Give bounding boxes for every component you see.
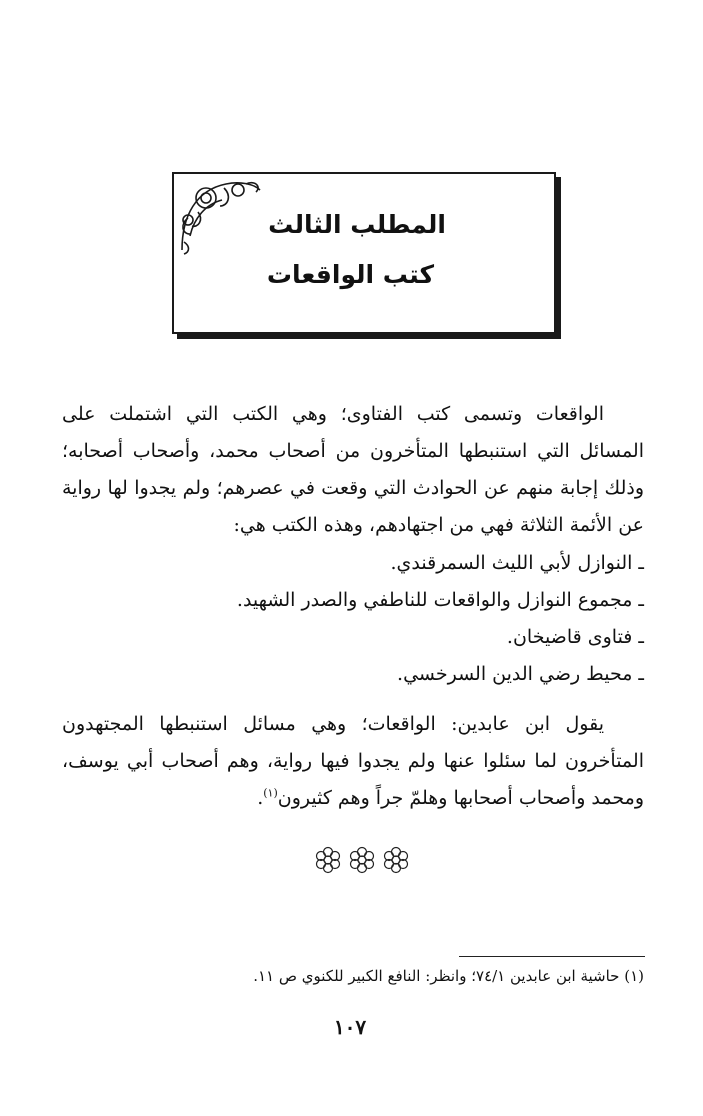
section-title: المطلب الثالث: [268, 210, 446, 239]
intro-paragraph: الواقعات وتسمى كتب الفتاوى؛ وهي الكتب التي اشتملت على المسائل التي استنبطها المتأخرون من أصحاب محمد، وأصحاب أصحابه؛ وذلك إجابة منهم عن الحوادث التي وقعت في عصرهم؛ ولم يجدوا لها رواية عن الأئمة الثلاثة فهي من اجتهادهم، وهذه الكتب هي:: [62, 403, 644, 536]
page-number: ١٠٧: [333, 1015, 367, 1039]
footnote-divider: [459, 956, 645, 957]
list-item: ـ النوازل لأبي الليث السمرقندي.: [390, 552, 644, 574]
quote-paragraph: يقول ابن عابدين: الواقعات؛ وهي مسائل استنبطها المجتهدون المتأخرون لما سئلوا عنها ولم يجدوا فيها رواية، وهم أصحاب أبي يوسف، ومحمد وأصحاب أصحابها وهلمّ جراً وهم كثيرون$^{(١)}$.: [62, 713, 644, 809]
list-item: ـ فتاوى قاضيخان.: [506, 626, 644, 648]
list-item: ـ محيط رضي الدين السرخسي.: [397, 663, 644, 685]
section-divider-flowers-icon: [312, 845, 412, 875]
list-item: ـ مجموع النوازل والواقعات للناطفي والصدر الشهيد.: [236, 589, 644, 611]
quote-text: يقول ابن عابدين: الواقعات؛ وهي مسائل استنبطها المجتهدون المتأخرون لما سئلوا عنها ولم يجدوا فيها رواية، وهم أصحاب أبي يوسف، ومحمد وأصحاب أصحابها وهلمّ جراً وهم كثيرون: [62, 713, 644, 809]
floral-ornament-icon: [176, 176, 264, 256]
chapter-heading-box: [172, 172, 556, 334]
footnote: (١) حاشية ابن عابدين ٧٤/١؛ وانظر: النافع الكبير للكنوي ص ١١.: [253, 967, 644, 985]
books-list: [62, 545, 644, 693]
section-subtitle: كتب الواقعات: [266, 260, 434, 289]
footnote-marker: (١): [263, 786, 278, 800]
